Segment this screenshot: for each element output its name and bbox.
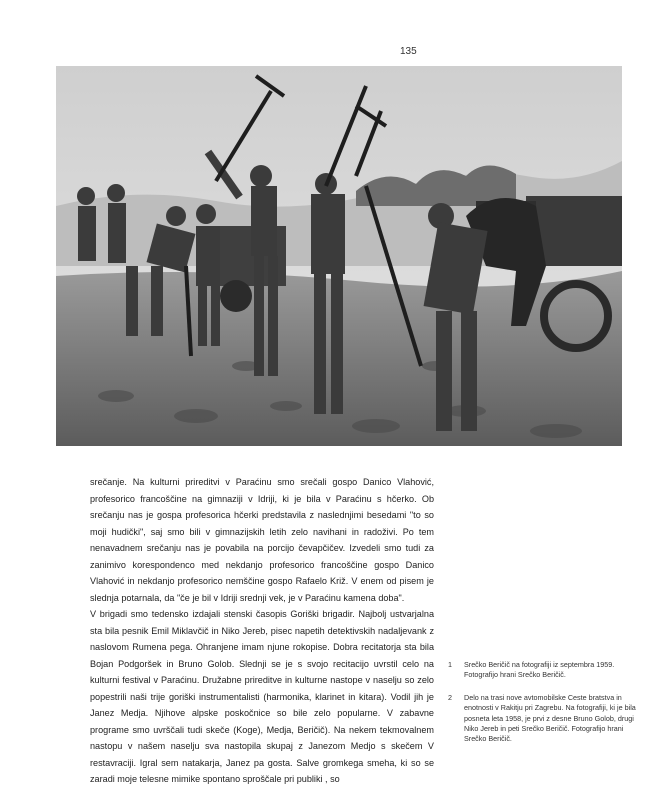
caption-text: Delo na trasi nove avtomobilske Ceste bratstva in enotnosti v Rakitju pri Zagrebu. Na fotografiji, ki je bila posneta leta 1958, je prvi z desne Bruno Golob, drugi Niko Jereb in peti Srečko Beričič. Fotografijo hrani Srečko Beričič. bbox=[464, 692, 636, 744]
caption-text: Srečko Beričič na fotografiji iz septembra 1959. Fotografijo hrani Srečko Beričič. bbox=[464, 660, 615, 680]
caption-number: 2 bbox=[448, 692, 452, 702]
photo-workers-digging-icon bbox=[56, 66, 622, 446]
body-text bbox=[90, 474, 434, 788]
photo bbox=[56, 66, 622, 446]
body-paragraph: V brigadi smo tedensko izdajali stenski časopis Goriški brigadir. Najbolj ustvarjalna sta bila pesnik Emil Miklavčič in Niko Jereb, pisec napetih detektivskih nadaljevank z naslovom Rumena pega. Ohranjene imam njune rokopise. Dobra recitatorja sta bila Bojan Podgoršek in Bruno Golob. Slednji se je s svojo recitacijo uvrstil celo na kulturni festival v Paraćinu. Družabne prireditve in kulturne nastope v naselju so zelo popestrili naši trije goriški instrumentalisti (harmonika, klarinet in kitara). Vodil jih je Janez Medja. Njihove alpske poskočnice so bile zelo popularne. V zabavne programe smo uvrščali tudi skeče (Koge), Medja, Beričič). Na nekem tekmovalnem nastopu v našem naselju sva nastopila skupaj z Janezom Medjo s skečem V restavraciji. Igral sem natakarja, Janez pa gosta. Salve gromkega smeha, ki so se zaradi moje telesne mimike spontano sproščale pri publiki , so bbox=[90, 609, 434, 784]
captions bbox=[448, 660, 638, 757]
page-number: 135 bbox=[400, 46, 417, 57]
body-paragraph: srečanje. Na kulturni prireditvi v Paraćinu smo srečali gospo Danico Vlahović, profesorico francoščine na gimnaziji v Idriji, ki je bila v Paraćinu s hčerko. Ob srečanju nas je gospa profesorica hčerki predstavila z naslednjimi besedami "to so moji hudički", saj smo bili v gimnazijskih letih zelo navihani in radoživi. Po tem nenavadnem srečanju nas je povabila na porcijo čevapčičev. Izvedeli smo tudi za zanimivo korespondenco med nekdanjo profesorico francoščine gospo Danico Vlahović in nekdanjo profesorico nemščine gospo Rafaelo Križ. V enem od pisem je slednja potarnala, da "če je bil v Idriji srednji vek, je v Paraćinu kamena doba". bbox=[90, 477, 434, 603]
caption-1 bbox=[448, 660, 638, 681]
caption-number: 1 bbox=[448, 660, 452, 669]
caption-2 bbox=[448, 693, 638, 745]
